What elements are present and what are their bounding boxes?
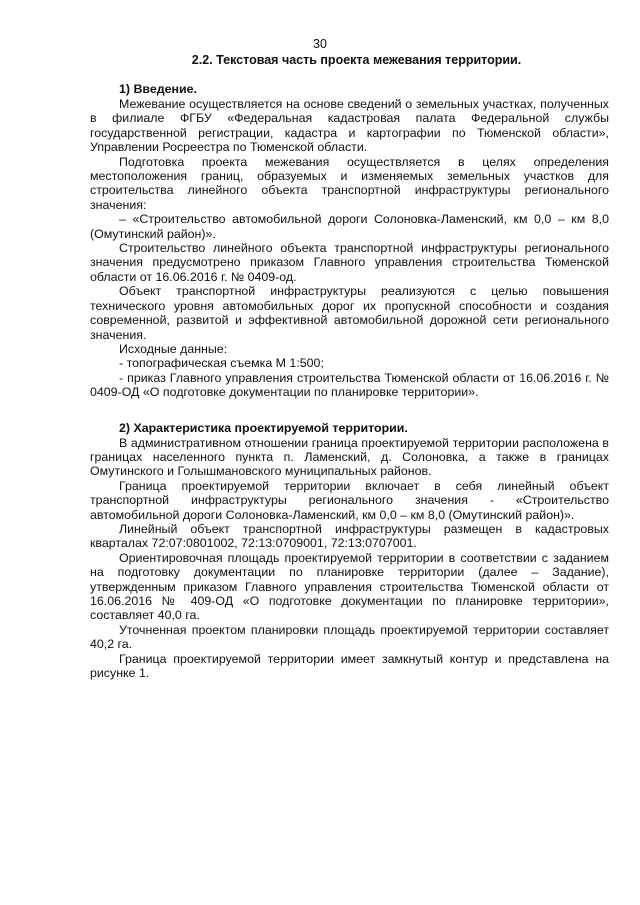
paragraph: Строительство линейного объекта транспортной инфраструктуры регионального значения предусмотрено приказом Главного управления строительства Тюменской области от 16.06.2016 г. № 0409-од. — [90, 241, 609, 284]
list-item: - топографическая съемка М 1:500; — [119, 356, 324, 371]
paragraph: Граница проектируемой территории включает в себя линейный объект транспортной инфраструктуры регионального значения - «Строительство автомобильной дороги Солоновка-Ламенский, км 0,0 – км 8,0 (Омутинский район)». — [90, 478, 609, 522]
paragraph: Исходные данные: — [119, 341, 228, 356]
section-heading-introduction: 1) Введение. — [119, 82, 197, 96]
paragraph: Уточненная проектом планировки площадь проектируемой территории составляет 40,2 га. — [90, 622, 609, 652]
paragraph: Объект транспортной инфраструктуры реализуются с целью повышения технического уровня автомобильных дорог их пропускной способности и создания современной, развитой и эффективной автомобильной дорожной сети регионального значения. — [90, 284, 609, 342]
page-number: 30 — [313, 37, 327, 51]
paragraph: Ориентировочная площадь проектируемой территории в соответствии с заданием на подготовку документации по планировке территории (далее – Задание), утвержденным приказом Главного управления строительства Тюменской области от 16.06.2016 № 409-ОД «О подготовке документации по планировке территории», составляет 40,0 га. — [90, 550, 609, 623]
paragraph: Подготовка проекта межевания осуществляется в целях определения местоположения границ, образуемых и изменяемых земельных участков для строительства линейного объекта транспортной инфраструктуры регионального значения: — [90, 154, 609, 212]
paragraph: В административном отношении граница проектируемой территории расположена в границах населенного пункта п. Ламенский, д. Солоновка, а также в границах Омутинского и Голышмановского муниципальных районов. — [90, 435, 609, 479]
section-introduction — [90, 82, 609, 400]
paragraph: Межевание осуществляется на основе сведений о земельных участках, полученных в филиале ФГБУ «Федеральная кадастровая палата Федеральной службы государственной регистрации, кадастра и картографии по Тюменской области», Управлении Росреестра по Тюменской области. — [90, 97, 609, 155]
paragraph: – «Строительство автомобильной дороги Солоновка-Ламенский, км 0,0 – км 8,0 (Омутинский район)». — [90, 212, 609, 241]
section-territory-characteristics — [90, 421, 609, 681]
paragraph: Линейный объект транспортной инфраструктуры размещен в кадастровых кварталах 72:07:0801002, 72:13:0709001, 72:13:0707001. — [90, 521, 609, 551]
spacer — [90, 400, 609, 421]
document-title: 2.2. Текстовая часть проекта межевания территории. — [191, 53, 522, 67]
document-body — [90, 53, 609, 680]
section-heading-characteristics: 2) Характеристика проектируемой территории. — [119, 420, 408, 435]
list-item: - приказ Главного управления строительства Тюменской области от 16.06.2016 г. № 0409-ОД «О подготовке документации по планировке территории». — [90, 370, 609, 400]
paragraph: Граница проектируемой территории имеет замкнутый контур и представлена на рисунке 1. — [90, 651, 609, 681]
spacer — [90, 68, 609, 82]
